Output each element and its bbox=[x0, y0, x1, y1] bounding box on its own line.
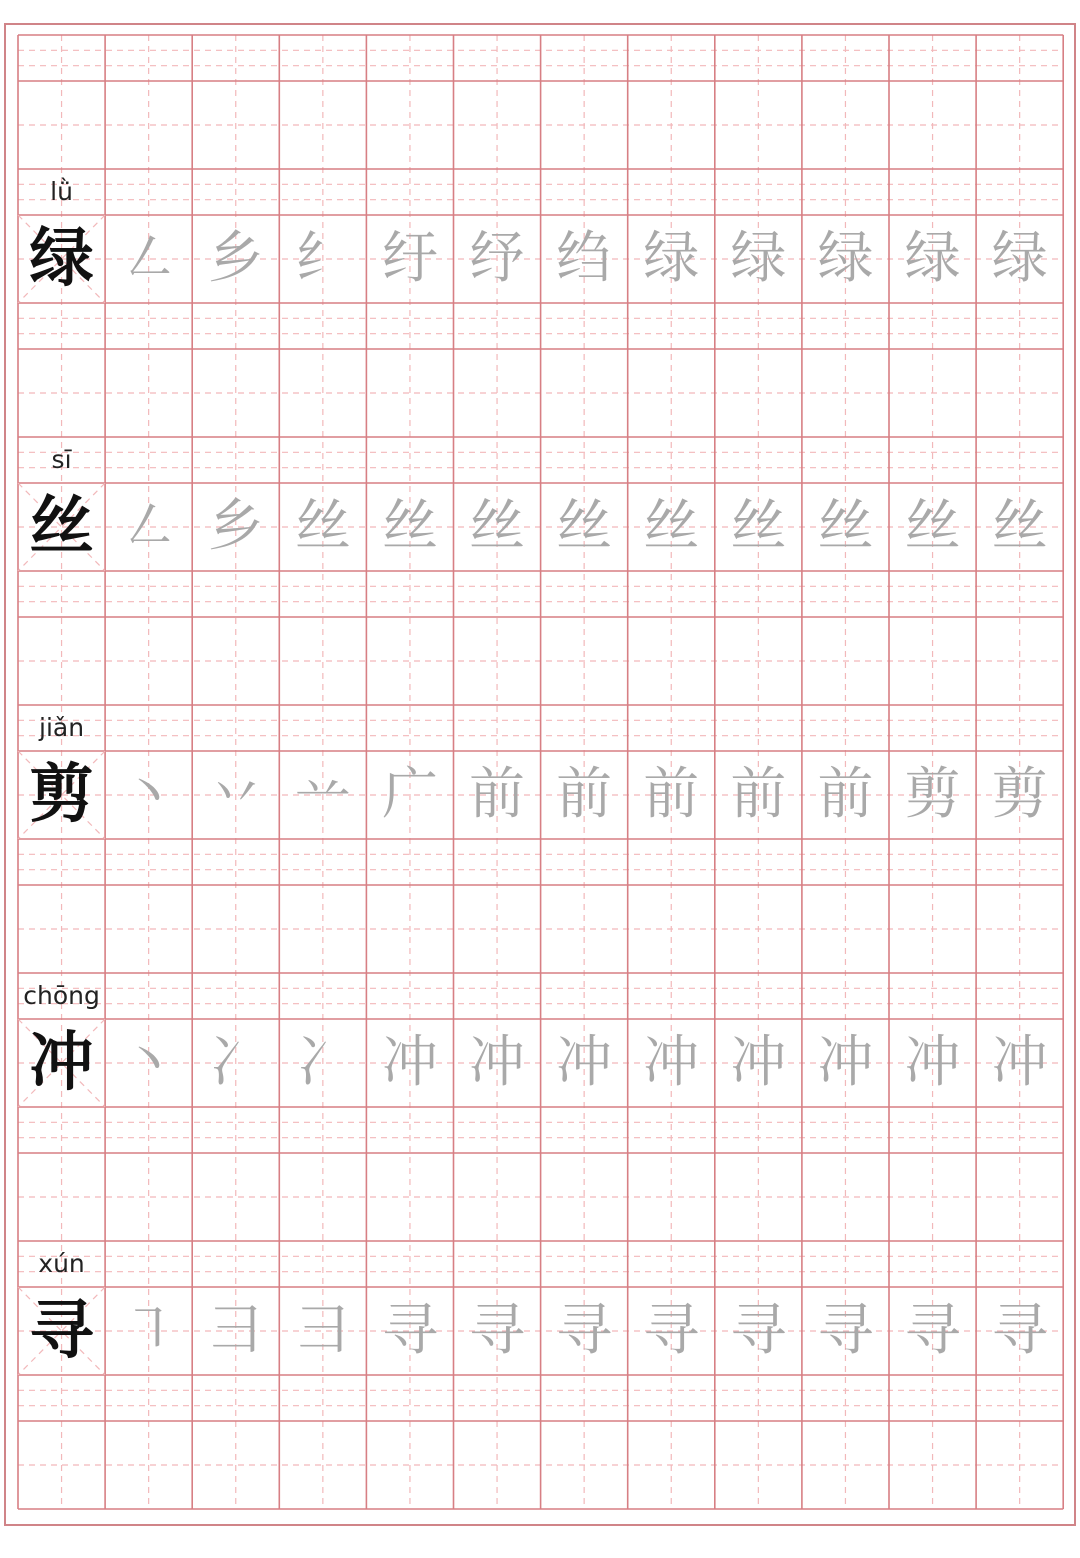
trace-step-character[interactable]: 丝 bbox=[904, 494, 961, 559]
trace-step-character[interactable]: 绿 bbox=[817, 226, 874, 291]
trace-step-character[interactable]: 前 bbox=[730, 762, 787, 827]
trace-step-character[interactable]: 寻 bbox=[469, 1298, 526, 1363]
trace-step-character[interactable]: 冫 bbox=[207, 1030, 264, 1095]
trace-step-character[interactable]: ㇜ bbox=[120, 494, 177, 559]
trace-step-character[interactable]: 前 bbox=[556, 762, 613, 827]
trace-step-character[interactable]: 冫 bbox=[294, 1030, 351, 1095]
trace-step-character[interactable]: 前 bbox=[469, 762, 526, 827]
model-character: 剪 bbox=[29, 757, 94, 832]
trace-step-character[interactable]: 丝 bbox=[817, 494, 874, 559]
pinyin-label: lǜ bbox=[50, 177, 73, 206]
trace-step-character[interactable]: 丶 bbox=[120, 762, 177, 827]
trace-step-character[interactable]: 纟 bbox=[294, 226, 351, 291]
trace-step-character[interactable]: 纡 bbox=[381, 226, 438, 291]
trace-step-character[interactable]: 冲 bbox=[556, 1030, 613, 1095]
trace-step-character[interactable]: 寻 bbox=[817, 1298, 874, 1363]
practice-sheet bbox=[4, 23, 1076, 1526]
trace-step-character[interactable]: 丝 bbox=[643, 494, 700, 559]
trace-step-character[interactable]: 纾 bbox=[469, 226, 526, 291]
trace-step-character[interactable]: 䒑 bbox=[294, 762, 351, 827]
trace-step-character[interactable]: 冲 bbox=[904, 1030, 961, 1095]
trace-step-character[interactable]: 冲 bbox=[991, 1030, 1048, 1095]
trace-step-character[interactable]: 寻 bbox=[381, 1298, 438, 1363]
model-character: 寻 bbox=[29, 1293, 94, 1368]
pinyin-label: xún bbox=[38, 1249, 85, 1278]
trace-step-character[interactable]: 丝 bbox=[991, 494, 1048, 559]
trace-step-character[interactable]: 寻 bbox=[904, 1298, 961, 1363]
trace-step-character[interactable]: 丝 bbox=[730, 494, 787, 559]
trace-step-character[interactable]: 冲 bbox=[643, 1030, 700, 1095]
model-character: 绿 bbox=[29, 221, 94, 296]
trace-step-character[interactable]: 寻 bbox=[730, 1298, 787, 1363]
trace-step-character[interactable]: 丶 bbox=[120, 1030, 177, 1095]
trace-step-character[interactable]: 绉 bbox=[556, 226, 613, 291]
trace-step-character[interactable]: ㇜ bbox=[120, 226, 177, 291]
trace-step-character[interactable]: 冲 bbox=[817, 1030, 874, 1095]
trace-step-character[interactable]: 绿 bbox=[643, 226, 700, 291]
trace-step-character[interactable]: 丝 bbox=[381, 494, 438, 559]
trace-step-character[interactable]: 冲 bbox=[730, 1030, 787, 1095]
trace-step-character[interactable]: 寻 bbox=[991, 1298, 1048, 1363]
trace-step-character[interactable]: 绿 bbox=[904, 226, 961, 291]
trace-step-character[interactable]: 剪 bbox=[904, 762, 961, 827]
trace-step-character[interactable]: ㇕ bbox=[120, 1298, 177, 1363]
trace-step-character[interactable]: 丝 bbox=[556, 494, 613, 559]
trace-step-character[interactable]: 绿 bbox=[991, 226, 1048, 291]
trace-step-character[interactable]: 剪 bbox=[991, 762, 1048, 827]
trace-step-character[interactable]: 丷 bbox=[207, 762, 264, 827]
trace-step-character[interactable]: 广 bbox=[381, 762, 438, 827]
trace-step-character[interactable]: 丝 bbox=[469, 494, 526, 559]
pinyin-label: sī bbox=[51, 445, 72, 474]
trace-step-character[interactable]: 彐 bbox=[294, 1298, 351, 1363]
trace-step-character[interactable]: 冲 bbox=[381, 1030, 438, 1095]
trace-step-character[interactable]: 寻 bbox=[643, 1298, 700, 1363]
trace-step-character[interactable]: 前 bbox=[643, 762, 700, 827]
pinyin-label: jiǎn bbox=[39, 713, 85, 742]
trace-step-character[interactable]: 彐 bbox=[207, 1298, 264, 1363]
pinyin-label: chōng bbox=[23, 981, 100, 1010]
model-character: 丝 bbox=[29, 489, 94, 564]
trace-step-character[interactable]: 乡 bbox=[207, 494, 264, 559]
trace-step-character[interactable]: 寻 bbox=[556, 1298, 613, 1363]
trace-step-character[interactable]: 前 bbox=[817, 762, 874, 827]
trace-step-character[interactable]: 乡 bbox=[207, 226, 264, 291]
trace-step-character[interactable]: 冲 bbox=[469, 1030, 526, 1095]
trace-step-character[interactable]: 丝 bbox=[294, 494, 351, 559]
model-character: 冲 bbox=[29, 1025, 94, 1100]
trace-step-character[interactable]: 绿 bbox=[730, 226, 787, 291]
